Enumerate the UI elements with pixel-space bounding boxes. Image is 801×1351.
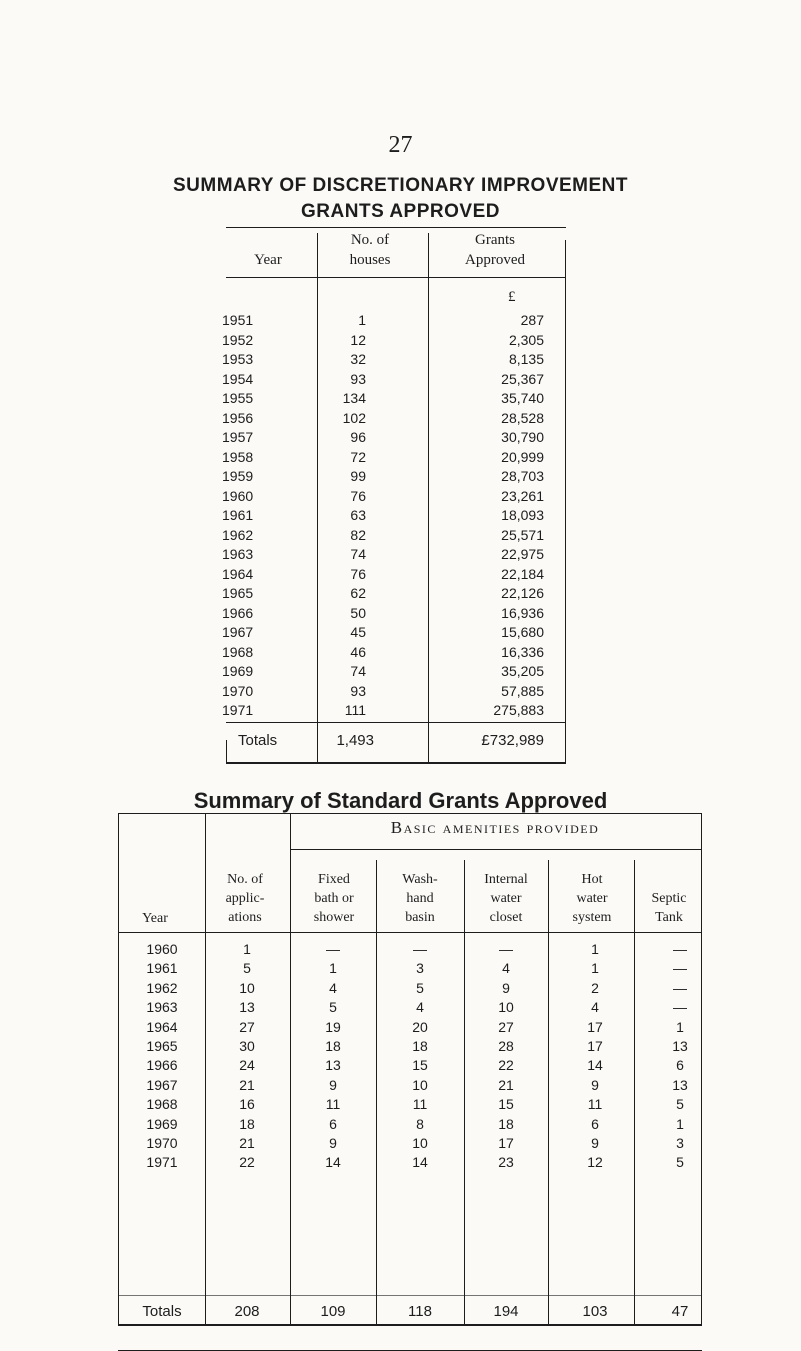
t2-total-hot: 103 xyxy=(582,1303,608,1320)
t1-cell-grants: 15,680 xyxy=(501,624,544,640)
t2-cell-wc: 28 xyxy=(498,1038,514,1054)
table1-title-line2: GRANTS APPROVED xyxy=(301,201,500,222)
t2-header-line: water xyxy=(576,891,608,906)
t1-cell-year: 1952 xyxy=(222,331,254,348)
t2-cell-wc: 22 xyxy=(498,1057,514,1074)
t1-row xyxy=(0,448,801,467)
t1-cell-houses: 45 xyxy=(350,624,366,640)
t2-cell-hot: 1 xyxy=(591,941,599,957)
t2-cell-basin: — xyxy=(413,941,427,957)
table1-title-line1: SUMMARY OF DISCRETIONARY IMPROVEMENT xyxy=(172,175,629,196)
t1-totals-label: Totals xyxy=(238,732,278,749)
t2-header-line: Tank xyxy=(655,910,683,925)
t2-cell-wc: 18 xyxy=(498,1115,514,1132)
t1-cell-year: 1955 xyxy=(222,390,254,406)
t1-cell-year: 1967 xyxy=(222,624,254,640)
t1-cell-grants: 22,126 xyxy=(501,585,544,601)
t2-row xyxy=(0,979,801,998)
t2-header-line: bath or xyxy=(314,891,354,906)
t2-cell-apps: 27 xyxy=(239,1018,255,1035)
t2-cell-year: 1966 xyxy=(146,1057,178,1074)
t1-cell-houses: 46 xyxy=(350,643,366,660)
t1-header-year: Year xyxy=(254,252,282,268)
t2-cell-basin: 14 xyxy=(412,1154,428,1171)
t2-header-applications xyxy=(205,870,285,927)
t2-cell-wc: 17 xyxy=(498,1135,514,1151)
t1-cell-year: 1951 xyxy=(222,312,254,328)
t2-cell-septic: 1 xyxy=(676,1115,684,1132)
t1-row xyxy=(0,311,801,330)
t1-row xyxy=(0,487,801,506)
t1-cell-houses: 96 xyxy=(350,429,366,445)
t2-cell-year: 1963 xyxy=(146,999,178,1016)
t2-header-fixed-bath xyxy=(290,870,378,927)
t2-cell-basin: 4 xyxy=(416,999,424,1016)
t2-cell-basin: 5 xyxy=(416,979,424,996)
t1-row xyxy=(0,409,801,428)
t2-row xyxy=(0,998,801,1017)
t2-cell-year: 1962 xyxy=(146,979,178,996)
t2-cell-bath: 11 xyxy=(325,1096,341,1113)
t1-cell-houses: 93 xyxy=(350,682,366,699)
t2-cell-bath: 19 xyxy=(325,1018,341,1035)
t2-cell-hot: 1 xyxy=(591,960,599,977)
t2-cell-hot: 9 xyxy=(591,1076,599,1093)
t1-row xyxy=(0,682,801,701)
t2-cell-septic: 13 xyxy=(672,1076,688,1093)
t1-header-grants xyxy=(440,230,550,270)
t2-cell-bath: 4 xyxy=(329,979,337,996)
t2-cell-basin: 8 xyxy=(416,1115,424,1132)
t2-cell-bath: 9 xyxy=(329,1076,337,1093)
t1-cell-grants: 28,528 xyxy=(501,409,544,426)
t2-header-hot-water xyxy=(548,870,636,927)
t2-cell-basin: 15 xyxy=(412,1057,428,1074)
t1-row xyxy=(0,701,801,720)
t2-cell-bath: 18 xyxy=(325,1038,341,1054)
t2-group-header-text: Basic amenities provided xyxy=(390,818,600,837)
t1-cell-year: 1969 xyxy=(222,663,254,679)
t2-header-line: hand xyxy=(406,891,434,906)
t1-cell-houses: 12 xyxy=(350,331,366,348)
t1-cell-grants: 30,790 xyxy=(501,429,544,445)
t2-cell-year: 1964 xyxy=(146,1018,178,1035)
t1-cell-grants: 28,703 xyxy=(501,468,544,484)
t1-vline-0 xyxy=(226,740,227,764)
t2-header-line: ations xyxy=(228,910,262,925)
t1-row xyxy=(0,370,801,389)
table2-title: Summary of Standard Grants Approved xyxy=(193,788,608,813)
t2-total-apps: 208 xyxy=(234,1303,260,1320)
t1-row xyxy=(0,604,801,623)
t1-row xyxy=(0,565,801,584)
t1-cell-grants: 22,184 xyxy=(501,565,544,582)
t2-cell-hot: 2 xyxy=(591,979,599,996)
t2-row xyxy=(0,1056,801,1075)
t1-cell-houses: 1 xyxy=(358,312,366,328)
t2-cell-year: 1961 xyxy=(146,960,178,977)
t1-header-rule xyxy=(226,277,566,278)
t2-row xyxy=(0,1076,801,1095)
t2-cell-bath: 5 xyxy=(329,999,337,1016)
t2-group-rule xyxy=(290,849,702,850)
t1-cell-year: 1956 xyxy=(222,409,254,426)
t2-cell-hot: 6 xyxy=(591,1115,599,1132)
t1-cell-houses: 74 xyxy=(350,546,366,562)
t1-header-grants-l2: Approved xyxy=(465,252,525,268)
t1-cell-year: 1963 xyxy=(222,546,254,562)
t1-cell-houses: 72 xyxy=(350,448,366,465)
t2-row xyxy=(0,1095,801,1114)
t1-cell-year: 1966 xyxy=(222,604,254,621)
t2-cell-septic: — xyxy=(673,979,687,996)
t2-cell-year: 1969 xyxy=(146,1115,178,1132)
t2-header-line: basin xyxy=(405,910,435,925)
t2-cell-year: 1960 xyxy=(146,941,178,957)
t2-cell-wc: — xyxy=(499,941,513,957)
t2-cell-apps: 21 xyxy=(239,1076,255,1093)
t1-cell-year: 1959 xyxy=(222,468,254,484)
t2-cell-septic: 6 xyxy=(676,1057,684,1074)
t1-row xyxy=(0,643,801,662)
t2-cell-basin: 18 xyxy=(412,1038,428,1054)
t2-cell-hot: 4 xyxy=(591,999,599,1016)
t1-cell-houses: 82 xyxy=(350,526,366,543)
t2-header-line: applic- xyxy=(225,891,265,906)
t2-cell-year: 1971 xyxy=(146,1154,178,1171)
t2-cell-apps: 21 xyxy=(239,1135,255,1151)
t1-totals-grants: £732,989 xyxy=(481,732,544,749)
t1-cell-grants: 16,336 xyxy=(501,643,544,660)
t1-cell-grants: 2,305 xyxy=(508,331,544,348)
t1-row xyxy=(0,467,801,486)
t2-cell-septic: — xyxy=(673,960,687,977)
t1-cell-houses: 32 xyxy=(350,351,366,367)
t1-cell-houses: 50 xyxy=(350,604,366,621)
t1-header-houses xyxy=(320,230,420,270)
t1-cell-houses: 62 xyxy=(350,585,366,601)
t1-cell-grants: 35,205 xyxy=(501,663,544,679)
t2-cell-basin: 10 xyxy=(412,1076,428,1093)
t1-cell-grants: 25,571 xyxy=(501,526,544,543)
t2-cell-septic: 5 xyxy=(676,1154,684,1171)
t1-row xyxy=(0,526,801,545)
t2-cell-hot: 11 xyxy=(587,1096,603,1113)
t2-cell-septic: 5 xyxy=(676,1096,684,1113)
t1-cell-year: 1968 xyxy=(222,643,254,660)
t1-cell-grants: 25,367 xyxy=(501,370,544,387)
t2-cell-wc: 10 xyxy=(498,999,514,1016)
t2-cell-wc: 23 xyxy=(498,1154,514,1171)
t1-cell-houses: 99 xyxy=(350,468,366,484)
t1-header-houses-l2: houses xyxy=(349,252,391,268)
t2-cell-bath: — xyxy=(326,941,340,957)
t1-cell-grants: 57,885 xyxy=(501,682,544,699)
t2-group-header xyxy=(290,818,700,838)
t1-cell-grants: 23,261 xyxy=(501,487,544,504)
t1-cell-grants: 8,135 xyxy=(508,351,544,367)
t1-totals-top-rule xyxy=(226,722,566,723)
t1-cell-grants: 287 xyxy=(520,312,544,328)
t1-cell-year: 1958 xyxy=(222,448,254,465)
t1-cell-year: 1965 xyxy=(222,585,254,601)
t2-header-line: Internal xyxy=(484,872,528,887)
t1-cell-year: 1970 xyxy=(222,682,254,699)
t2-row xyxy=(0,1115,801,1134)
t2-cell-apps: 13 xyxy=(239,999,255,1016)
t1-cell-houses: 74 xyxy=(350,663,366,679)
t1-header-grants-l1: Grants xyxy=(475,232,515,248)
t1-top-rule xyxy=(226,227,566,228)
t2-cell-year: 1970 xyxy=(146,1135,178,1151)
t2-row xyxy=(0,959,801,978)
t2-cell-wc: 27 xyxy=(498,1018,514,1035)
t1-cell-houses: 102 xyxy=(342,409,366,426)
t2-total-wc: 194 xyxy=(493,1303,519,1320)
t2-header-line: Wash- xyxy=(402,872,438,887)
t2-cell-wc: 9 xyxy=(502,979,510,996)
t2-cell-bath: 13 xyxy=(325,1057,341,1074)
t2-cell-year: 1967 xyxy=(146,1076,178,1093)
t2-header-line: No. of xyxy=(227,872,263,887)
t1-row xyxy=(0,428,801,447)
t2-cell-apps: 16 xyxy=(239,1096,255,1113)
t2-row xyxy=(0,1134,801,1153)
t2-total-bath: 109 xyxy=(320,1303,346,1320)
t2-row xyxy=(0,1018,801,1037)
t2-cell-septic: — xyxy=(673,999,687,1016)
t1-totals-houses: 1,493 xyxy=(336,732,374,749)
t2-header-line: system xyxy=(572,910,612,925)
t1-row xyxy=(0,350,801,369)
t1-cell-year: 1953 xyxy=(222,351,254,367)
t2-cell-apps: 10 xyxy=(239,979,255,996)
t1-cell-grants: 275,883 xyxy=(493,702,544,718)
t1-row xyxy=(0,506,801,525)
t2-header-year: Year xyxy=(142,911,168,926)
t1-cell-houses: 63 xyxy=(350,507,366,523)
t2-cell-hot: 12 xyxy=(587,1154,603,1171)
page-number: 27 xyxy=(388,132,413,158)
t2-total-septic: 47 xyxy=(671,1303,689,1320)
t2-cell-bath: 14 xyxy=(325,1154,341,1171)
t2-cell-apps: 18 xyxy=(239,1115,255,1132)
t2-cell-septic: 13 xyxy=(672,1038,688,1054)
t2-header-line: closet xyxy=(489,910,523,925)
t1-row xyxy=(0,545,801,564)
t2-cell-bath: 1 xyxy=(329,960,337,977)
t2-header-internal-wc xyxy=(464,870,548,927)
t1-cell-grants: 22,975 xyxy=(501,546,544,562)
t2-cell-year: 1965 xyxy=(146,1038,178,1054)
t2-cell-basin: 10 xyxy=(412,1135,428,1151)
t2-cell-wc: 21 xyxy=(498,1076,514,1093)
t2-cell-septic: 3 xyxy=(676,1135,684,1151)
t1-cell-houses: 76 xyxy=(350,487,366,504)
t1-cell-year: 1957 xyxy=(222,429,254,445)
t2-cell-apps: 5 xyxy=(243,960,251,977)
t1-cell-grants: 35,740 xyxy=(501,390,544,406)
t2-cell-wc: 4 xyxy=(502,960,510,977)
t1-cell-year: 1954 xyxy=(222,370,254,387)
t2-cell-hot: 17 xyxy=(587,1018,603,1035)
t1-cell-grants: 18,093 xyxy=(501,507,544,523)
t1-cell-year: 1960 xyxy=(222,487,254,504)
t2-cell-basin: 11 xyxy=(412,1096,428,1113)
t1-cell-houses: 76 xyxy=(350,565,366,582)
t2-row xyxy=(0,1037,801,1056)
t1-cell-year: 1961 xyxy=(222,507,254,523)
t1-row xyxy=(0,584,801,603)
t1-cell-year: 1964 xyxy=(222,565,254,582)
t2-cell-wc: 15 xyxy=(498,1096,514,1113)
t2-cell-apps: 30 xyxy=(239,1038,255,1054)
t2-cell-year: 1968 xyxy=(146,1096,178,1113)
t1-cell-year: 1962 xyxy=(222,526,254,543)
t2-totals xyxy=(0,1302,801,1321)
t2-total-year: Totals xyxy=(142,1303,182,1320)
t1-cell-grants: 16,936 xyxy=(501,604,544,621)
t2-header-wash-hand xyxy=(376,870,464,927)
t1-row xyxy=(0,662,801,681)
t2-header-line: Hot xyxy=(581,872,603,887)
t1-cell-houses: 134 xyxy=(342,390,366,406)
t2-cell-apps: 24 xyxy=(239,1057,255,1074)
t1-currency-symbol: £ xyxy=(508,289,516,305)
t1-cell-year: 1971 xyxy=(222,702,254,718)
t2-row xyxy=(0,940,801,959)
t2-header-line: shower xyxy=(313,910,355,925)
t1-cell-houses: 93 xyxy=(350,370,366,387)
t2-cell-basin: 20 xyxy=(412,1018,428,1035)
t2-header-line: Fixed xyxy=(318,872,350,887)
t2-cell-apps: 22 xyxy=(239,1154,255,1171)
t2-header-septic xyxy=(634,889,704,927)
t2-cell-hot: 14 xyxy=(587,1057,603,1074)
t1-row xyxy=(0,331,801,350)
t2-cell-bath: 6 xyxy=(329,1115,337,1132)
t1-cell-grants: 20,999 xyxy=(501,448,544,465)
t2-cell-apps: 1 xyxy=(243,941,251,957)
t1-cell-houses: 111 xyxy=(344,702,366,718)
t2-cell-hot: 9 xyxy=(591,1135,599,1151)
t1-bottom-rule xyxy=(226,762,566,764)
t2-cell-septic: — xyxy=(673,941,687,957)
t2-header-line: Septic xyxy=(651,891,687,906)
t1-row xyxy=(0,389,801,408)
t2-cell-basin: 3 xyxy=(416,960,424,977)
t2-cell-septic: 1 xyxy=(676,1018,684,1035)
t1-header-houses-l1: No. of xyxy=(350,232,390,248)
t2-header-line: water xyxy=(490,891,522,906)
t2-row xyxy=(0,1153,801,1172)
t2-cell-bath: 9 xyxy=(329,1135,337,1151)
t2-cell-hot: 17 xyxy=(587,1038,603,1054)
t2-total-basin: 118 xyxy=(408,1303,432,1320)
t1-row xyxy=(0,623,801,642)
